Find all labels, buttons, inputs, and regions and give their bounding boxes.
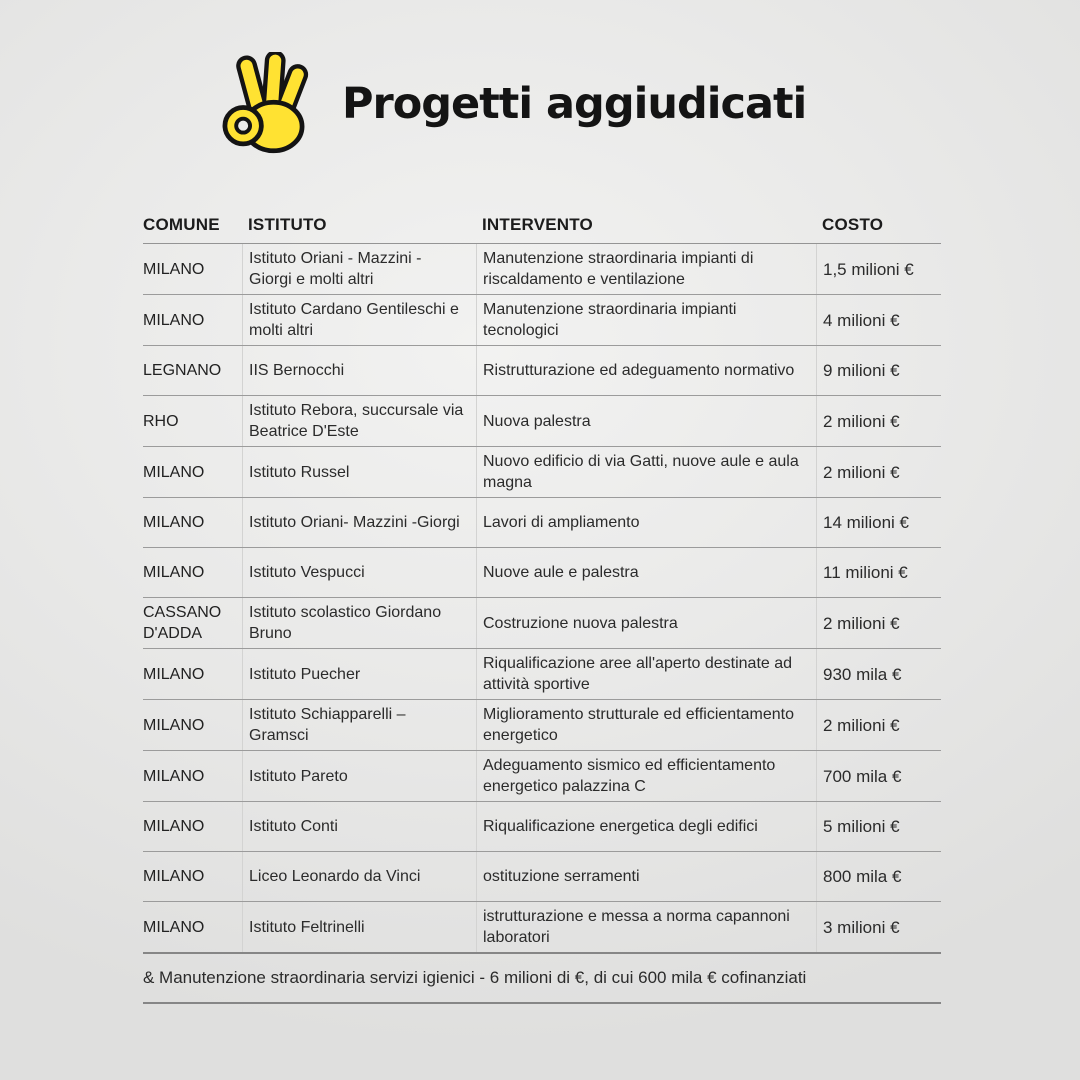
cell-istituto: Istituto Vespucci [242,548,476,597]
table-body [143,244,941,954]
cell-istituto: Istituto Pareto [242,751,476,801]
cell-comune: LEGNANO [143,362,222,379]
cell-comune: MILANO [143,260,205,278]
cell-intervento: Nuovo edificio di via Gatti, nuove aule e aula magna [476,447,816,497]
cell-istituto: Istituto Conti [242,802,476,851]
column-header-istituto: ISTITUTO [248,214,327,234]
cell-istituto: Liceo Leonardo da Vinci [242,852,476,901]
table-row [143,295,941,346]
cell-costo: 1,5 milioni € [816,244,941,294]
table-row [143,396,941,447]
column-header-intervento: INTERVENTO [482,214,593,234]
cell-comune: MILANO [143,918,205,936]
cell-intervento: Adeguamento sismico ed efficientamento energetico palazzina C [476,751,816,801]
cell-comune: MILANO [143,868,205,885]
cell-comune: MILANO [143,564,205,581]
cell-costo: 2 milioni € [816,447,941,497]
cell-comune: MILANO [143,818,205,835]
cell-comune: MILANO [143,311,205,329]
cell-istituto: IIS Bernocchi [242,346,476,395]
title-block [218,52,806,156]
table-row [143,649,941,700]
cell-intervento: Miglioramento strutturale ed efficientamento energetico [476,700,816,750]
cell-intervento: Lavori di ampliamento [476,498,816,547]
table-row [143,244,941,295]
cell-costo: 11 milioni € [816,548,941,597]
table-row [143,548,941,598]
cell-costo: 700 mila € [816,751,941,801]
table-row [143,802,941,852]
ok-hand-icon [218,52,322,156]
cell-istituto: Istituto Feltrinelli [242,902,476,952]
cell-intervento: Manutenzione straordinaria impianti di riscaldamento e ventilazione [476,244,816,294]
cell-comune: MILANO [143,767,205,785]
cell-intervento: Nuove aule e palestra [476,548,816,597]
cell-comune: RHO [143,412,179,430]
cell-costo: 14 milioni € [816,498,941,547]
table-row [143,700,941,751]
cell-istituto: Istituto Oriani - Mazzini - Giorgi e molti altri [242,244,476,294]
table-row [143,598,941,649]
cell-istituto: Istituto Schiapparelli – Gramsci [242,700,476,750]
cell-intervento: Costruzione nuova palestra [476,598,816,648]
cell-costo: 2 milioni € [816,396,941,446]
cell-comune: MILANO [143,716,205,734]
cell-costo: 2 milioni € [816,598,941,648]
cell-intervento: Ristrutturazione ed adeguamento normativo [476,346,816,395]
cell-istituto: Istituto Oriani- Mazzini -Giorgi [242,498,476,547]
cell-istituto: Istituto Cardano Gentileschi e molti altri [242,295,476,345]
table-row [143,852,941,902]
cell-comune: MILANO [143,463,205,481]
table-footnote: & Manutenzione straordinaria servizi igienici - 6 milioni di €, di cui 600 mila € cofinanziati [143,954,941,1004]
table-row [143,498,941,548]
cell-intervento: Riqualificazione energetica degli edifici [476,802,816,851]
cell-istituto: Istituto scolastico Giordano Bruno [242,598,476,648]
table-row [143,346,941,396]
cell-costo: 5 milioni € [816,802,941,851]
page-title: Progetti aggiudicati [342,79,807,129]
cell-costo: 930 mila € [816,649,941,699]
cell-costo: 3 milioni € [816,902,941,952]
cell-costo: 4 milioni € [816,295,941,345]
cell-intervento: istrutturazione e messa a norma capannoni laboratori [476,902,816,952]
cell-costo: 2 milioni € [816,700,941,750]
cell-comune: CASSANO D'ADDA [143,604,222,642]
cell-intervento: Manutenzione straordinaria impianti tecnologici [476,295,816,345]
table-row [143,751,941,802]
cell-costo: 9 milioni € [816,346,941,395]
projects-table [143,206,941,1004]
cell-intervento: Nuova palestra [476,396,816,446]
table-row [143,902,941,954]
cell-comune: MILANO [143,514,205,531]
cell-istituto: Istituto Puecher [242,649,476,699]
table-header-row [143,206,941,244]
table-row [143,447,941,498]
cell-intervento: ostituzione serramenti [476,852,816,901]
cell-istituto: Istituto Rebora, succursale via Beatrice D'Este [242,396,476,446]
cell-costo: 800 mila € [816,852,941,901]
cell-comune: MILANO [143,665,205,683]
column-header-costo: COSTO [822,214,884,234]
cell-istituto: Istituto Russel [242,447,476,497]
cell-intervento: Riqualificazione aree all'aperto destinate ad attività sportive [476,649,816,699]
column-header-comune: COMUNE [143,214,220,234]
